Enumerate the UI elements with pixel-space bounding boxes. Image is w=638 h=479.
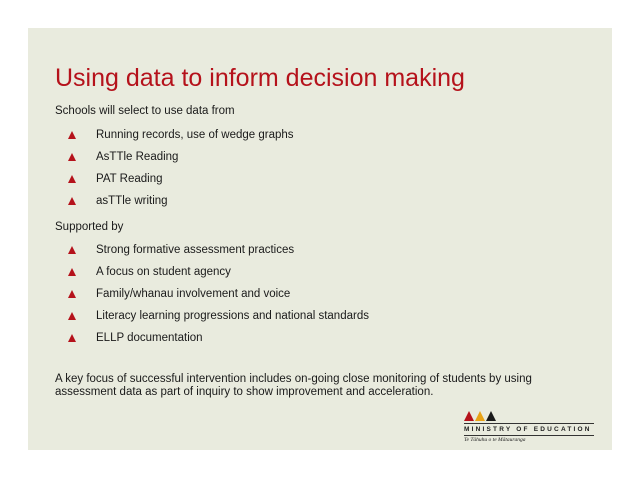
triangle-bullet-icon bbox=[68, 290, 76, 298]
list-item-text: ELLP documentation bbox=[96, 332, 203, 344]
list-item bbox=[55, 239, 369, 261]
supported-by-section bbox=[55, 221, 369, 349]
logo-divider bbox=[464, 435, 594, 436]
triangle-bullet-icon bbox=[68, 246, 76, 254]
data-sources-lead: Schools will select to use data from bbox=[55, 105, 235, 117]
ministry-logo bbox=[464, 411, 614, 446]
logo-name: MINISTRY OF EDUCATION bbox=[464, 426, 592, 433]
triangle-bullet-icon bbox=[68, 175, 76, 183]
list-item bbox=[55, 283, 369, 305]
list-item bbox=[55, 124, 294, 146]
list-item-text: PAT Reading bbox=[96, 173, 163, 185]
list-item-text: Strong formative assessment practices bbox=[96, 244, 295, 256]
supported-by-list bbox=[55, 239, 369, 349]
list-item bbox=[55, 190, 294, 212]
list-item bbox=[55, 168, 294, 190]
data-sources-list bbox=[55, 124, 294, 212]
triangle-marks-icon bbox=[464, 411, 496, 421]
triangle-bullet-icon bbox=[68, 197, 76, 205]
list-item bbox=[55, 327, 369, 349]
closing-paragraph: A key focus of successful intervention includes on-going close monitoring of students by using assessment data as part of inquiry to show improvement and acceleration. bbox=[55, 373, 532, 398]
list-item-text: AsTTle Reading bbox=[96, 151, 179, 163]
list-item bbox=[55, 261, 369, 283]
triangle-bullet-icon bbox=[68, 268, 76, 276]
triangle-bullet-icon bbox=[68, 334, 76, 342]
list-item-text: Running records, use of wedge graphs bbox=[96, 129, 294, 141]
list-item-text: Literacy learning progressions and national standards bbox=[96, 310, 369, 322]
logo-tagline: Te Tāhuhu o te Mātauranga bbox=[464, 437, 526, 443]
list-item-text: asTTle writing bbox=[96, 195, 168, 207]
triangle-bullet-icon bbox=[68, 131, 76, 139]
logo-divider bbox=[464, 423, 594, 424]
slide bbox=[28, 28, 612, 450]
list-item-text: Family/whanau involvement and voice bbox=[96, 288, 291, 300]
data-sources-section bbox=[55, 105, 294, 212]
triangle-bullet-icon bbox=[68, 312, 76, 320]
triangle-bullet-icon bbox=[68, 153, 76, 161]
list-item bbox=[55, 305, 369, 327]
list-item bbox=[55, 146, 294, 168]
list-item-text: A focus on student agency bbox=[96, 266, 231, 278]
slide-title: Using data to inform decision making bbox=[55, 64, 465, 92]
supported-by-lead: Supported by bbox=[55, 221, 124, 233]
